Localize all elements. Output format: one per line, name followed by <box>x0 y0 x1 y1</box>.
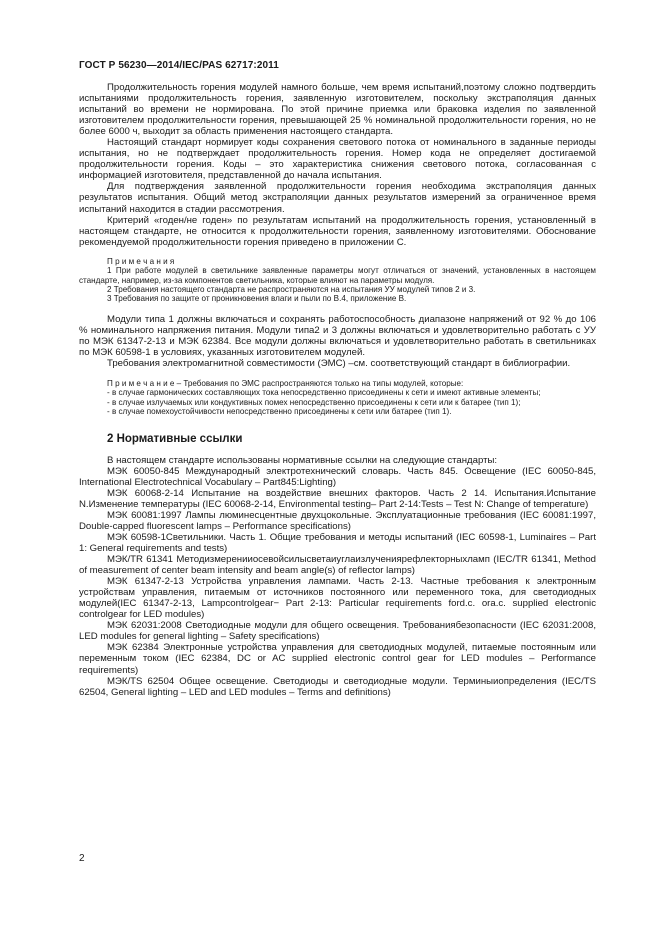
emc-note-item: - в случае гармонических составляющих тока непосредственно присоединены к сети и имеют активные элементы; <box>107 388 541 398</box>
emc-note-item: - в случае помехоустойчивости непосредственно присоединены к сети или батарее (тип 1). <box>107 407 452 417</box>
emc-note-label: П р и м е ч а н и е <box>107 378 175 388</box>
normative-references <box>79 455 596 698</box>
reference-item: МЭК 62031:2008 Светодиодные модули для общего освещения. Требованиябезопасности (IEC 62031:2008, LED modules for general lighting – Safety specifications) <box>79 620 596 643</box>
paragraph: Настоящий стандарт нормирует коды сохранения светового потока от номинального в заданные периоды испытания, но не подтверждает продолжительность горения. Номер кода не определяет достигаемой продолжительности горения. Коды – это характеристика снижения светового потока, согласованная с информацией изготовителя, представленной до начала испытания. <box>79 137 596 182</box>
paragraph: Модули типа 1 должны включаться и сохранять работоспособность диапазоне напряжений от 92 % до 106 % номинального напряжения питания. Модули типа2 и 3 должны включаться и удовлетворительно работать с УУ по МЭК 61347-2-13 и МЭК 62384. Все модули должны включаться и удовлетворительно работать в светильниках по МЭК 60598-1 в условиях, указанных изготовителем модулей. <box>79 313 596 358</box>
reference-item: МЭК 60068-2-14 Испытание на воздействие внешних факторов. Часть 2 14. Испытания.Испытание N.Изменение температуры (IEC 60068-2-14, Environmental testing– Part 2-14:Tests – Test N: Change of temperature) <box>79 487 596 510</box>
paragraph: Критерий «годен/не годен» по результатам испытаний на продолжительность горения, установленный в настоящем стандарте, не относится к продолжительности горения, заявленному изготовителями. Обоснование рекомендуемой продолжительности горения приведено в приложении С. <box>79 214 596 248</box>
notes-block <box>79 257 596 304</box>
paragraph: Для подтверждения заявленной продолжительности горения необходима экстраполяция данных результатов испытания. Общий метод экстраполяции данных результатов измерений за ограниченное время испытаний находится в стадии рассмотрения. <box>79 181 596 215</box>
reference-item: МЭК 62384 Электронные устройства управления для светодиодных модулей, питаемые постоянным или переменным током (IEC 62384, DC or AC supplied electronic control gear for LED modules – Performance requirements) <box>79 642 596 676</box>
section-heading: 2 Нормативные ссылки <box>107 432 243 445</box>
references-intro: В настоящем стандарте использованы нормативные ссылки на следующие стандарты: <box>107 454 498 466</box>
paragraph: Требования электромагнитной совместимости (ЭМС) –см. соответствующий стандарт в библиографии. <box>107 357 571 369</box>
paragraph: Продолжительность горения модулей намного больше, чем время испытаний,поэтому сложно подтвердить испытаниями продолжительность горения, заявленную изготовителем, поскольку экстраполяция данных испытаний во времени не нормирована. По этой причине приемка или браковка изделия по заявленной изготовителем продолжительности горения, превышающей 25 % номинальной продолжительности горения, но не более 6000 ч, выходит за область применения настоящего стандарта. <box>79 82 596 138</box>
note-item: 2 Требования настоящего стандарта не распространяются на испытания УУ модулей типов 2 и 3. <box>107 284 476 294</box>
module-requirements <box>79 314 596 369</box>
notes-label: П р и м е ч а н и я <box>107 256 175 266</box>
reference-item: МЭК/TS 62504 Общее освещение. Светодиоды и светодиодные модули. Терминыиопределения (IEC/TS 62504, General lighting – LED and LED modules – Terms and definitions) <box>79 675 596 698</box>
document-body <box>79 82 596 698</box>
reference-item: МЭК 61347-2-13 Устройства управления лампами. Часть 2-13. Частные требования к электронным устройствам управления, питаемым от источников постоянного или переменного тока, для светодиодных модулей(IEC 61347-2-13, Lampcontrolgear− Part 2-13: Particular requirements ford.c. ora.c. supplied electronic controlgear for LED modules) <box>79 576 596 621</box>
note-item: 1 При работе модулей в светильнике заявленные параметры могут отличаться от значений, установленных в настоящем стандарте, например, из-за компонентов светильника, которые влияют на параметры модуля. <box>79 266 596 285</box>
reference-item: МЭК 60598-1Светильники. Часть 1. Общие требования и методы испытаний (IEC 60598-1, Luminaires – Part 1: General requirements and tests) <box>79 531 596 555</box>
emc-note-intro <box>79 379 596 388</box>
emc-note-item: - в случае излучаемых или кондуктивных помех непосредственно присоединены к сети или к батарее (тип 1); <box>107 397 521 407</box>
emc-note <box>79 379 596 417</box>
note-item: 3 Требования по защите от проникновения влаги и пыли по В.4, приложение В. <box>107 294 407 304</box>
page-number: 2 <box>79 853 85 864</box>
document-header: ГОСТ Р 56230—2014/IEC/PAS 62717:2011 <box>79 60 279 71</box>
reference-item: МЭК 60050-845 Международный электротехнический словарь. Часть 845. Освещение (IEC 60050-845, International Electrotechnical Vocabulary – Part845:Lighting) <box>79 465 596 488</box>
reference-item: МЭК/TR 61341 Методизмеренииосевойсилысветаиуглаизлучениярефлекторныхламп (IEC/TR 61341, Method of measurement of center beam intensity and beam angle(s) of reflector lamps) <box>79 554 596 577</box>
reference-item: МЭК 60081:1997 Лампы люминесцентные двухцокольные. Эксплуатационные требования (IEC 60081:1997, Double-capped fluorescent lamps – Performance specifications) <box>79 509 596 532</box>
emc-note-text: – Требования по ЭМС распространяются только на типы модулей, которые: <box>174 378 464 388</box>
